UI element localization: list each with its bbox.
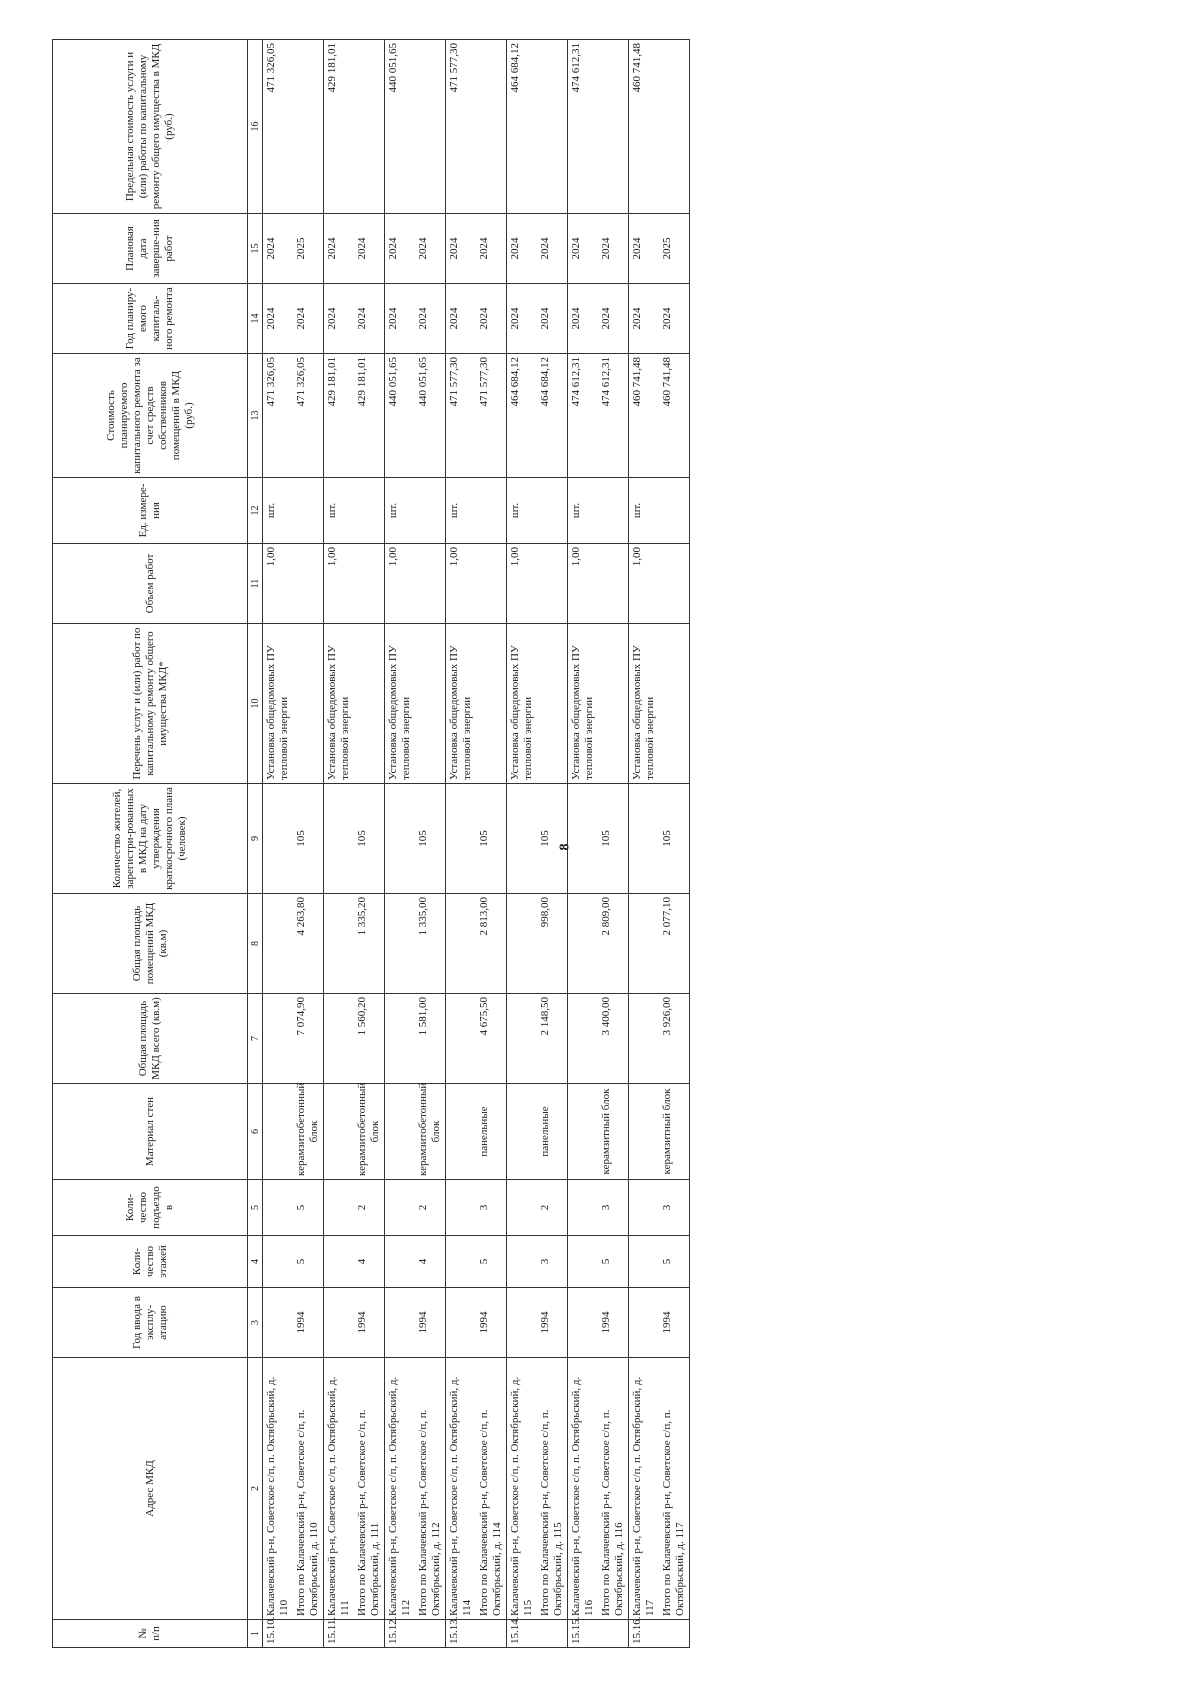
column-number-row [248,40,263,1648]
table-cell [568,1180,599,1236]
col-number: 8 [248,894,263,994]
table-cell-total: 998,00 [537,894,568,994]
table-cell-total: 2 148,50 [537,994,568,1084]
table-cell: 464 684,12 [507,354,538,478]
table-cell-total: 464 684,12 [537,354,568,478]
table-cell-total: 2024 [354,214,385,284]
table-cell-total [293,544,324,624]
table-cell-total: 471 326,05 [293,354,324,478]
table-cell [446,1236,477,1288]
row-number: 15.16. [629,1620,690,1648]
table-row-total [415,40,446,1648]
table-cell-total [659,40,690,214]
table-cell: 1,00 [324,544,355,624]
table-cell [263,994,294,1084]
table-cell [507,1288,538,1358]
table-cell [263,1236,294,1288]
table-cell-total [293,40,324,214]
table-cell-total [537,478,568,544]
document-table-rotated [52,40,1148,1648]
table-cell-total [537,544,568,624]
col-number: 10 [248,624,263,784]
table-cell [629,1236,660,1288]
capital-repair-table [52,39,690,1648]
table-cell [568,994,599,1084]
table-cell [385,1084,416,1180]
table-cell-total: 105 [415,784,446,894]
col-header: Год планиру-емого капиталь-ного ремонта [53,284,248,354]
table-cell [568,1084,599,1180]
table-cell: 474 612,31 [568,40,599,214]
table-cell-total: 105 [354,784,385,894]
table-cell-total: Итого по Калачевский р-н, Советское с/п, п. Октябрьский, д. 114 [476,1358,507,1620]
table-cell-total: 3 926,00 [659,994,690,1084]
table-cell: 2024 [568,284,599,354]
col-header: Стоимость планируемого капитального ремонта за счет средств собственников помещений в МКД (руб.) [53,354,248,478]
table-cell [568,1288,599,1358]
table-row [629,40,660,1648]
table-cell: Калачевский р-н, Советское с/п, п. Октябрьский, д. 115 [507,1358,538,1620]
table-cell-total: 2024 [476,284,507,354]
table-row [385,40,416,1648]
col-number: 16 [248,40,263,214]
table-cell-total [415,40,446,214]
table-cell [324,1236,355,1288]
table-cell-total: 1 560,20 [354,994,385,1084]
table-cell [385,994,416,1084]
table-cell-total [537,624,568,784]
table-cell-total: Итого по Калачевский р-н, Советское с/п, п. Октябрьский, д. 115 [537,1358,568,1620]
table-cell-total: 5 [598,1236,629,1288]
table-cell [385,1236,416,1288]
table-cell-total: Итого по Калачевский р-н, Советское с/п, п. Октябрьский, д. 116 [598,1358,629,1620]
table-cell-total: 474 612,31 [598,354,629,478]
table-cell-total: 1994 [659,1288,690,1358]
table-cell: Калачевский р-н, Советское с/п, п. Октябрьский, д. 117 [629,1358,660,1620]
table-cell-total: 2024 [659,284,690,354]
table-cell-total: 2024 [537,284,568,354]
table-cell [263,784,294,894]
table-cell-total [476,624,507,784]
table-cell-total: керамзитобетонный блок [415,1084,446,1180]
table-cell-total: 2024 [476,214,507,284]
table-cell: Установка общедомовых ПУ тепловой энергии [568,624,599,784]
table-cell-total: 1 335,20 [354,894,385,994]
table-cell [324,994,355,1084]
table-cell [385,784,416,894]
table-cell: 429 181,01 [324,354,355,478]
table-cell: 2024 [324,284,355,354]
table-cell-total [354,624,385,784]
table-cell-total: керамзитобетонный блок [293,1084,324,1180]
table-cell-total: 4 [354,1236,385,1288]
col-number: 6 [248,1084,263,1180]
table-cell-total: 105 [293,784,324,894]
table-cell-total: 2024 [415,214,446,284]
table-cell: 2024 [263,214,294,284]
table-cell: шт. [568,478,599,544]
table-cell-total: 1994 [537,1288,568,1358]
table-cell-total: 2 [415,1180,446,1236]
table-cell-total: 1994 [598,1288,629,1358]
table-cell-total: 1994 [415,1288,446,1358]
table-cell: Калачевский р-н, Советское с/п, п. Октябрьский, д. 116 [568,1358,599,1620]
table-cell [324,1288,355,1358]
table-cell-total: 5 [293,1180,324,1236]
table-cell-total: 2024 [354,284,385,354]
table-cell-total: керамзитобетонный блок [354,1084,385,1180]
table-cell: 474 612,31 [568,354,599,478]
table-cell: 2024 [629,284,660,354]
table-cell-total: 4 263,80 [293,894,324,994]
table-cell [629,1288,660,1358]
table-cell: Калачевский р-н, Советское с/п, п. Октябрьский, д. 112 [385,1358,416,1620]
col-header: Общая площадь МКД всего (кв.м) [53,994,248,1084]
col-number: 1 [248,1620,263,1648]
table-cell: шт. [263,478,294,544]
table-cell: 471 577,30 [446,354,477,478]
table-cell-total: 429 181,01 [354,354,385,478]
table-cell: Калачевский р-н, Советское с/п, п. Октябрьский, д. 110 [263,1358,294,1620]
table-row [446,40,477,1648]
table-cell-total [354,40,385,214]
table-cell [324,784,355,894]
table-row-total [354,40,385,1648]
table-cell-total: 4 675,50 [476,994,507,1084]
table-cell: 440 051,65 [385,354,416,478]
table-cell [446,784,477,894]
table-cell-total: 2024 [598,284,629,354]
table-cell: 2024 [629,214,660,284]
table-cell-total: 2025 [659,214,690,284]
col-header: Предельная стоимость услуги и (или) работы по капитальному ремонту общего имущества в МКД (руб.) [53,40,248,214]
table-cell [629,1180,660,1236]
col-header: Общая площадь помещений МКД (кв.м) [53,894,248,994]
table-row-total [293,40,324,1648]
col-header: Ед. измере-ния [53,478,248,544]
table-cell: 471 326,05 [263,40,294,214]
table-cell: 2024 [263,284,294,354]
table-cell-total: Итого по Калачевский р-н, Советское с/п, п. Октябрьский, д. 111 [354,1358,385,1620]
col-number: 9 [248,784,263,894]
table-cell: 2024 [385,214,416,284]
col-header: Количество жителей, зарегистри-рованных в МКД на дату утверждения краткосрочного плана (человек) [53,784,248,894]
table-cell: шт. [507,478,538,544]
table-row [507,40,538,1648]
table-cell [507,894,538,994]
table-row-total [598,40,629,1648]
table-cell-total: 105 [659,784,690,894]
table-cell-total [354,544,385,624]
table-cell-total: керамзитный блок [659,1084,690,1180]
table-cell-total: 3 [659,1180,690,1236]
table-cell-total: 460 741,48 [659,354,690,478]
table-cell-total: 2024 [537,214,568,284]
table-row-total [537,40,568,1648]
table-cell: 1,00 [385,544,416,624]
col-number: 5 [248,1180,263,1236]
table-row [568,40,599,1648]
table-row-total [476,40,507,1648]
table-cell-total: 1994 [476,1288,507,1358]
table-cell [507,1236,538,1288]
table-cell: 2024 [568,214,599,284]
table-cell-total: 2024 [293,284,324,354]
table-cell-total: 3 [476,1180,507,1236]
table-cell-total: 2024 [598,214,629,284]
table-cell: 2024 [324,214,355,284]
table-cell [446,894,477,994]
col-number: 12 [248,478,263,544]
table-cell [263,1288,294,1358]
table-cell-total [293,478,324,544]
table-cell-total: 1994 [293,1288,324,1358]
col-header: Адрес МКД [53,1358,248,1620]
table-cell-total [476,544,507,624]
table-cell [385,894,416,994]
table-cell: шт. [629,478,660,544]
table-cell: 464 684,12 [507,40,538,214]
table-cell: 460 741,48 [629,354,660,478]
table-cell-total: панельные [537,1084,568,1180]
table-cell [446,1288,477,1358]
table-cell: Калачевский р-н, Советское с/п, п. Октябрьский, д. 114 [446,1358,477,1620]
table-cell: Установка общедомовых ПУ тепловой энергии [324,624,355,784]
table-cell-total [415,544,446,624]
row-number: 15.11. [324,1620,385,1648]
row-number: 15.10. [263,1620,324,1648]
col-header: Год ввода в эксплу-атацию [53,1288,248,1358]
table-cell-total [659,624,690,784]
table-cell-total: 2 813,00 [476,894,507,994]
table-cell [263,894,294,994]
table-cell-total: 2 077,10 [659,894,690,994]
table-cell-total: 2025 [293,214,324,284]
col-number: 11 [248,544,263,624]
table-cell [385,1180,416,1236]
table-cell [507,1084,538,1180]
table-cell [507,1180,538,1236]
table-cell [507,994,538,1084]
row-number: 15.14. [507,1620,568,1648]
col-number: 2 [248,1358,263,1620]
table-cell [629,1084,660,1180]
table-cell-total: 5 [476,1236,507,1288]
col-header: Материал стен [53,1084,248,1180]
table-cell-total [354,478,385,544]
table-cell-total: 4 [415,1236,446,1288]
table-cell: 1,00 [263,544,294,624]
table-cell-total: 2 809,00 [598,894,629,994]
table-cell [263,1084,294,1180]
table-cell: 1,00 [446,544,477,624]
col-header: Плановая дата заверше-ния работ [53,214,248,284]
col-header: Коли-чество этажей [53,1236,248,1288]
table-cell: 2024 [507,214,538,284]
table-cell: Установка общедомовых ПУ тепловой энергии [385,624,416,784]
table-cell-total: 471 577,30 [476,354,507,478]
table-cell-total [598,478,629,544]
table-cell: 2024 [446,214,477,284]
col-number: 14 [248,284,263,354]
table-cell-total [598,40,629,214]
table-cell-total: 2024 [415,284,446,354]
table-cell [568,1236,599,1288]
table-cell [446,1180,477,1236]
table-cell [263,1180,294,1236]
table-cell-total: 3 400,00 [598,994,629,1084]
table-cell-total [415,478,446,544]
table-cell-total [415,624,446,784]
table-cell: Калачевский р-н, Советское с/п, п. Октябрьский, д. 111 [324,1358,355,1620]
table-cell: 2024 [385,284,416,354]
col-number: 7 [248,994,263,1084]
table-cell [324,894,355,994]
table-cell [629,994,660,1084]
table-cell-total [293,624,324,784]
table-cell: шт. [446,478,477,544]
table-cell [324,1180,355,1236]
table-cell-total [598,544,629,624]
table-cell: 1,00 [629,544,660,624]
table-cell: 2024 [446,284,477,354]
table-cell-total: 3 [537,1236,568,1288]
table-cell-total: Итого по Калачевский р-н, Советское с/п, п. Октябрьский, д. 110 [293,1358,324,1620]
col-number: 15 [248,214,263,284]
table-cell [446,994,477,1084]
row-number: 15.13. [446,1620,507,1648]
table-cell: Установка общедомовых ПУ тепловой энергии [263,624,294,784]
table-body [263,40,690,1648]
table-cell: Установка общедомовых ПУ тепловой энергии [446,624,477,784]
col-header: № п/п [53,1620,248,1648]
table-cell-total: Итого по Калачевский р-н, Советское с/п, п. Октябрьский, д. 112 [415,1358,446,1620]
table-row [263,40,294,1648]
table-cell: Установка общедомовых ПУ тепловой энергии [629,624,660,784]
col-number: 4 [248,1236,263,1288]
table-cell: 429 181,01 [324,40,355,214]
table-cell-total: 5 [293,1236,324,1288]
table-cell: 440 051,65 [385,40,416,214]
table-row-total [659,40,690,1648]
table-cell [568,894,599,994]
table-cell-total: панельные [476,1084,507,1180]
table-cell-total [598,624,629,784]
table-cell-total: 7 074,90 [293,994,324,1084]
table-cell [446,1084,477,1180]
table-cell-total [476,40,507,214]
table-cell: шт. [385,478,416,544]
table-cell-total: 2 [354,1180,385,1236]
table-header-row [53,40,248,1648]
table-cell-total: 1 335,00 [415,894,446,994]
col-header: Коли-чество подъездо в [53,1180,248,1236]
table-cell-total [537,40,568,214]
table-cell-total: 3 [598,1180,629,1236]
table-cell [629,784,660,894]
col-header: Перечень услуг и (или) работ по капитальному ремонту общего имущества МКД* [53,624,248,784]
table-cell: 2024 [507,284,538,354]
col-number: 3 [248,1288,263,1358]
table-cell: 460 741,48 [629,40,660,214]
table-cell-total: 5 [659,1236,690,1288]
table-cell: 1,00 [568,544,599,624]
table-cell: 471 326,05 [263,354,294,478]
table-cell-total: 105 [537,784,568,894]
row-number: 15.15. [568,1620,629,1648]
table-cell: шт. [324,478,355,544]
table-cell [324,1084,355,1180]
table-cell: 1,00 [507,544,538,624]
table-cell: 471 577,30 [446,40,477,214]
table-cell [385,1288,416,1358]
table-cell-total: керамзитный блок [598,1084,629,1180]
table-row [324,40,355,1648]
table-cell [507,784,538,894]
table-cell-total: 1 581,00 [415,994,446,1084]
col-header: Объем работ [53,544,248,624]
table-cell [568,784,599,894]
table-cell-total: Итого по Калачевский р-н, Советское с/п, п. Октябрьский, д. 117 [659,1358,690,1620]
table-cell [629,894,660,994]
table-cell-total: 105 [476,784,507,894]
table-cell-total: 105 [598,784,629,894]
col-number: 13 [248,354,263,478]
table-cell-total: 440 051,65 [415,354,446,478]
table-cell-total: 2 [537,1180,568,1236]
page-number: 8 [557,843,573,851]
row-number: 15.12. [385,1620,446,1648]
table-cell-total [476,478,507,544]
table-cell-total [659,478,690,544]
table-cell-total [659,544,690,624]
table-cell: Установка общедомовых ПУ тепловой энергии [507,624,538,784]
table-cell-total: 1994 [354,1288,385,1358]
